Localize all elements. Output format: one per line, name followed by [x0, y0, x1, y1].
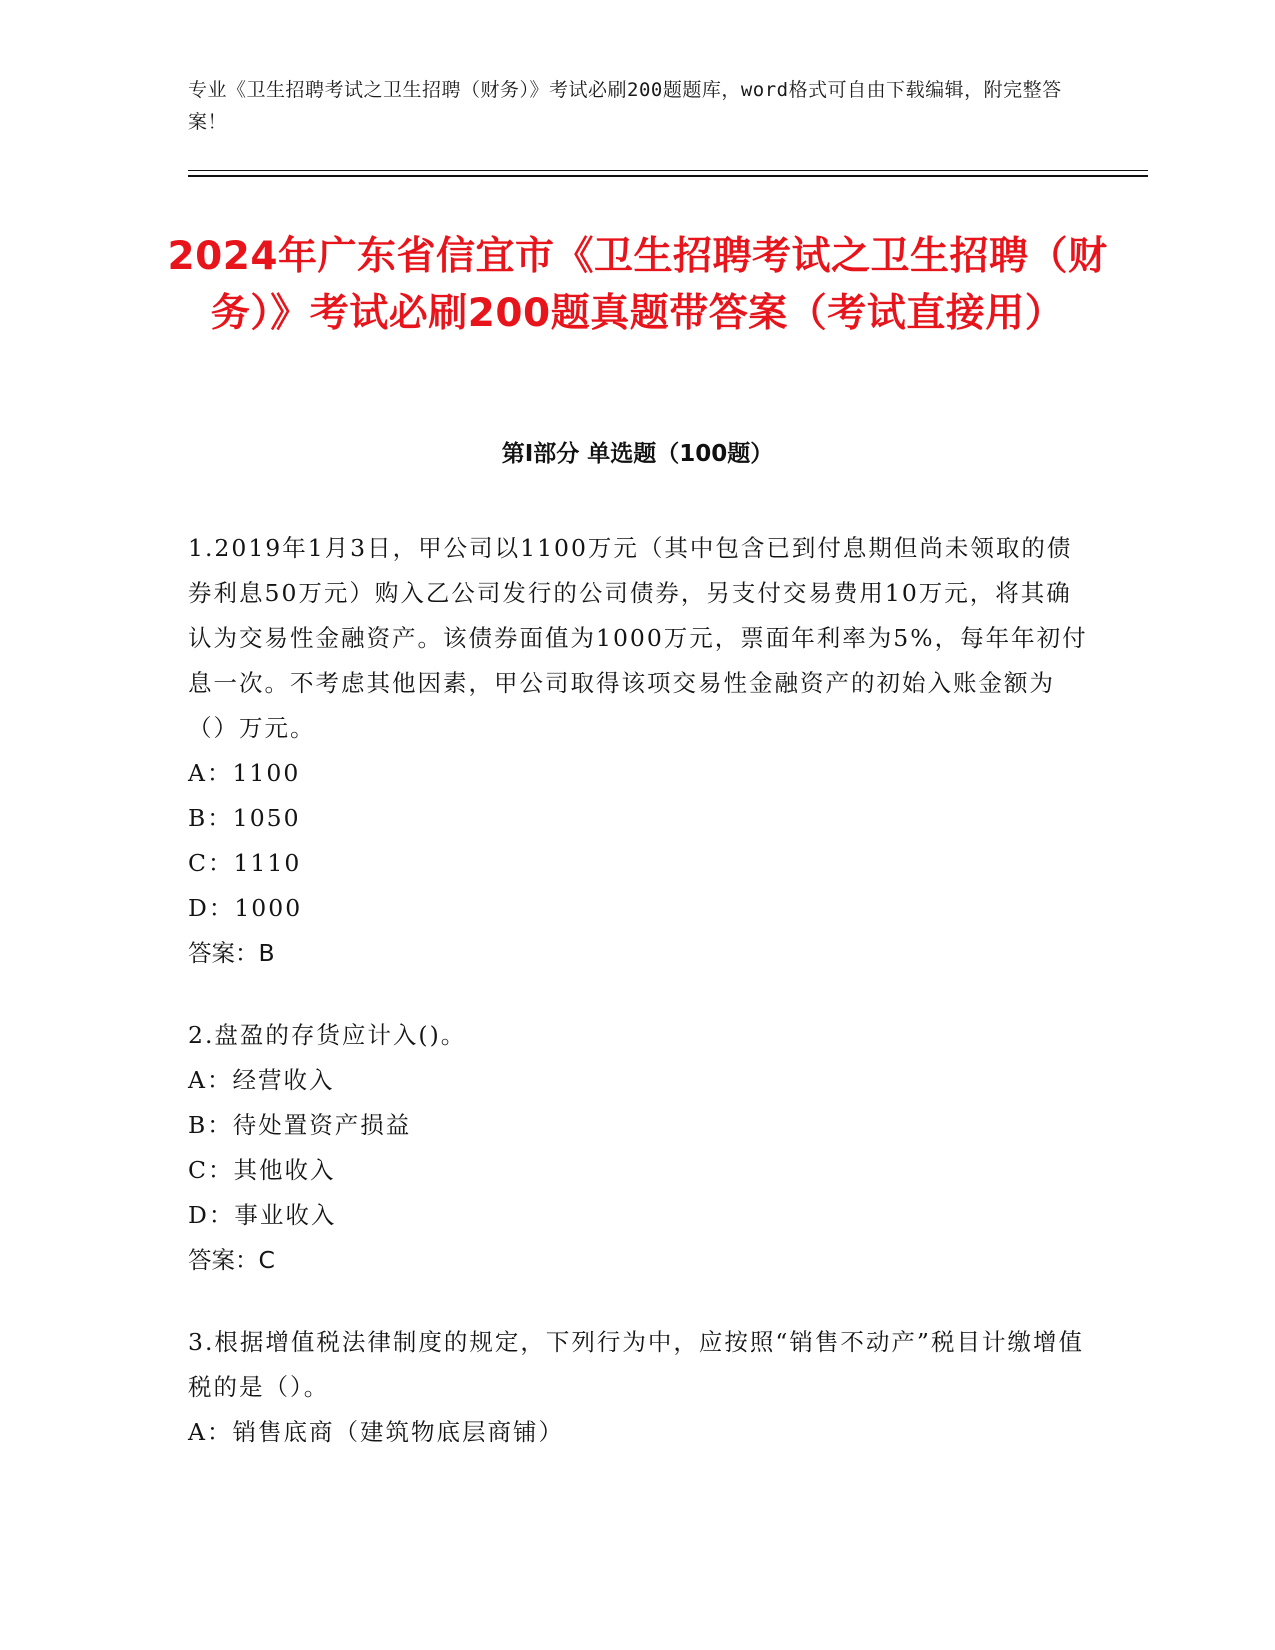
header-divider-thick [188, 175, 1148, 177]
option-a: A：经营收入 [188, 1066, 335, 1094]
answer: 答案：B [188, 939, 275, 967]
answer: 答案：C [188, 1246, 275, 1274]
header-note: 专业《卫生招聘考试之卫生招聘（财务）》考试必刷200题题库，word格式可自由下载编辑，附完整答案！ [188, 79, 1062, 133]
question-list [188, 526, 1088, 1492]
option-c: C：其他收入 [188, 1156, 336, 1184]
option-b: B：1050 [188, 804, 301, 832]
option-b: B：待处置资产损益 [188, 1111, 412, 1139]
option-d: D：1000 [188, 894, 303, 922]
question-3 [188, 1320, 1088, 1455]
question-1 [188, 526, 1088, 976]
question-stem: 2.盘盈的存货应计入()。 [188, 1021, 467, 1049]
option-a: A：销售底商（建筑物底层商铺） [188, 1418, 564, 1446]
question-stem: 1.2019年1月3日，甲公司以1100万元（其中包含已到付息期但尚未领取的债券利息50万元）购入乙公司发行的公司债券，另支付交易费用10万元，将其确认为交易性金融资产。该债券面值为1000万元，票面年利率为5%，每年年初付息一次。不考虑其他因素，甲公司取得该项交易性金融资产的初始入账金额为（）万元。 [188, 534, 1088, 742]
question-2 [188, 1013, 1088, 1283]
option-a: A：1100 [188, 759, 301, 787]
option-c: C：1110 [188, 849, 302, 877]
header-divider-thin [188, 170, 1148, 171]
document-title: 2024年广东省信宜市《卫生招聘考试之卫生招聘（财务）》考试必刷200题真题带答案（考试直接用） [167, 234, 1108, 336]
section-title: 第Ⅰ部分 单选题（100题） [501, 441, 774, 467]
question-stem: 3.根据增值税法律制度的规定，下列行为中，应按照“销售不动产”税目计缴增值税的是（）。 [188, 1328, 1084, 1401]
option-d: D：事业收入 [188, 1201, 337, 1229]
